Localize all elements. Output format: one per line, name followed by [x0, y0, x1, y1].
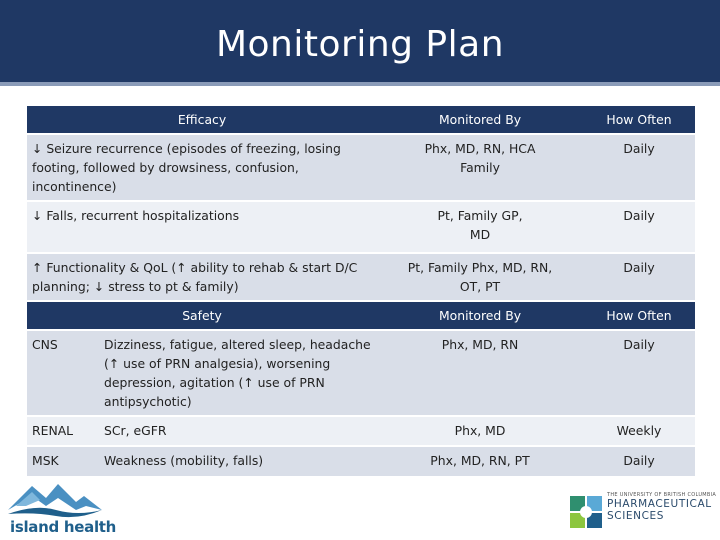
how-often-cell: Weekly	[583, 416, 695, 446]
efficacy-item: ↓ Falls, recurrent hospitalizations	[27, 201, 377, 253]
safety-monitored-by-header: Monitored By	[377, 301, 583, 330]
system-cell: RENAL	[27, 416, 99, 446]
page-title: Monitoring Plan	[215, 23, 505, 65]
efficacy-item: ↓ Seizure recurrence (episodes of freezing, losing footing, followed by drowsiness, confusion, incontinence)	[27, 134, 377, 201]
safety-item: Dizziness, fatigue, altered sleep, headache (↑ use of PRN analgesia), worsening depression, agitation (↑ use of PRN antipsychotic)	[99, 330, 377, 416]
table-row	[27, 201, 695, 253]
safety-how-often-header: How Often	[583, 301, 695, 330]
efficacy-monitored-by-header: Monitored By	[377, 105, 583, 134]
monitored-by-cell: Phx, MD	[377, 416, 583, 446]
island-health-logo	[6, 476, 117, 540]
table-row	[27, 330, 695, 416]
table-row	[27, 446, 695, 476]
efficacy-header: Efficacy	[27, 105, 377, 134]
table-row	[27, 416, 695, 446]
monitored-by-cell: Phx, MD, RN, HCA Family	[377, 134, 583, 201]
safety-header-row	[27, 301, 695, 330]
table-row	[27, 253, 695, 301]
monitored-by-cell: Phx, MD, RN	[377, 330, 583, 416]
monitored-by-cell: Pt, Family Phx, MD, RN, OT, PT	[377, 253, 583, 301]
system-cell: MSK	[27, 446, 99, 476]
table-row	[27, 134, 695, 201]
pharmaceutical-sciences-logo	[568, 492, 718, 532]
university-name: THE UNIVERSITY OF BRITISH COLUMBIA	[607, 492, 717, 498]
efficacy-item: ↑ Functionality & QoL (↑ ability to rehab & start D/C planning; ↓ stress to pt & family)	[27, 253, 377, 301]
safety-item: Weakness (mobility, falls)	[99, 446, 377, 476]
safety-header: Safety	[27, 301, 377, 330]
monitoring-plan-table	[27, 104, 695, 476]
safety-item: SCr, eGFR	[99, 416, 377, 446]
how-often-cell: Daily	[583, 446, 695, 476]
how-often-cell: Daily	[583, 253, 695, 301]
ubc-pharmsci-logo-icon	[568, 494, 604, 530]
island-health-text: island health	[10, 518, 117, 536]
efficacy-header-row	[27, 105, 695, 134]
monitored-by-cell: Pt, Family GP, MD	[377, 201, 583, 253]
pharmaceutical-text: PHARMACEUTICAL	[607, 498, 712, 510]
sciences-text: SCIENCES	[607, 510, 665, 522]
title-bar	[0, 0, 720, 86]
how-often-cell: Daily	[583, 201, 695, 253]
how-often-cell: Daily	[583, 134, 695, 201]
system-cell: CNS	[27, 330, 99, 416]
efficacy-how-often-header: How Often	[583, 105, 695, 134]
monitored-by-cell: Phx, MD, RN, PT	[377, 446, 583, 476]
how-often-cell: Daily	[583, 330, 695, 416]
mountain-logo-icon	[6, 476, 106, 520]
